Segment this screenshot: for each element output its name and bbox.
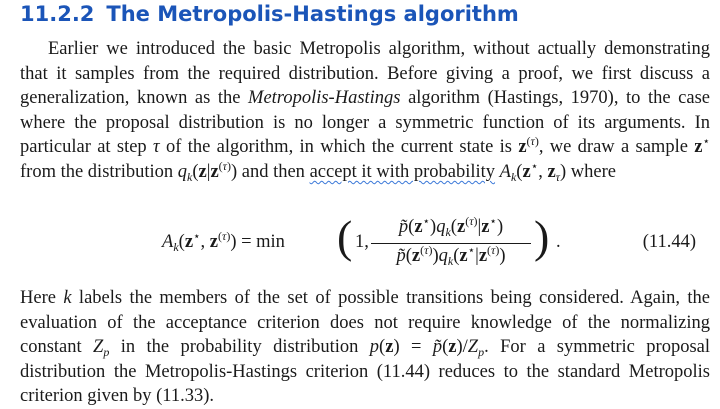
text-run: algorithm (Hastings, 1970), to the case where the proposal distribution is no longer a symmetric function of its arguments. In particular at step <box>20 88 710 158</box>
text-run: Earlier we introduced the basic Metropolis algorithm, without actually demonstrating that it samples from the required distribution. Before giving a proof, we first discuss a generalization, known as the <box>20 39 710 109</box>
equation-lhs: $A_k(z^⋆$, $z^{(\tau)}) = \min$ <box>162 229 285 254</box>
math-k: k <box>63 288 72 308</box>
text-run: from the distribution <box>20 161 178 182</box>
text-run: where <box>566 161 616 182</box>
equation-11-44 <box>0 212 720 276</box>
text-run: . For a symmetric proposal distribution the Metropolis-Hastings criterion (11.44) reduces to the standard Metropolis criterion given by (11.33). <box>20 337 710 407</box>
equation-fraction <box>371 214 531 268</box>
math-tau: τ <box>153 137 160 158</box>
paragraph-intro <box>20 37 710 185</box>
equation-one: 1, <box>355 232 369 252</box>
fraction-numerator: $p̃(z^⋆)q_k(z^{(\tau)}|z^⋆)$ <box>398 214 504 239</box>
math-p-z: $p(z) = p̃(z)/Z_p$ <box>369 337 485 360</box>
algorithm-name-emphasis: Metropolis-Hastings <box>248 88 401 109</box>
math-proposal-q: $q_k(z|z^{(\tau)})$ <box>177 158 238 184</box>
math-z-star: z⋆ <box>694 134 710 158</box>
text-run: of the algorithm, in which the current state is <box>159 137 519 158</box>
left-paren: ( <box>337 211 353 262</box>
math-acceptance-a: $A_k(z^⋆$, $z_\tau$) <box>499 158 567 184</box>
math-z-tau: $z^{(\tau)}$ <box>518 134 539 158</box>
section-title: The Metropolis-Hastings algorithm <box>106 2 519 26</box>
text-run: and then <box>237 161 310 182</box>
section-heading <box>20 2 519 26</box>
paragraph-explanation <box>20 286 710 409</box>
fraction-bar <box>371 243 531 244</box>
math-z-p: $Z_p$ <box>93 337 110 360</box>
right-paren: ) <box>534 211 550 262</box>
text-run: Here <box>20 288 64 308</box>
spellcheck-underlined-text[interactable]: accept it with probability <box>309 161 496 182</box>
section-number: 11.2.2 <box>20 2 95 26</box>
fraction-denominator: $p̃(z^{(\tau)})q_k(z^⋆|z^{(\tau)})$ <box>396 243 506 268</box>
text-run: labels the members of the set of possible transitions being considered. Again, the evaluation of the acceptance criterion does not require knowledge of the normalizing constant <box>20 288 710 358</box>
text-run: in the probability distribution <box>109 337 370 358</box>
equation-tag: (11.44) <box>642 232 696 252</box>
equation-period: . <box>556 232 561 252</box>
text-run: , we draw a sample <box>538 137 695 158</box>
